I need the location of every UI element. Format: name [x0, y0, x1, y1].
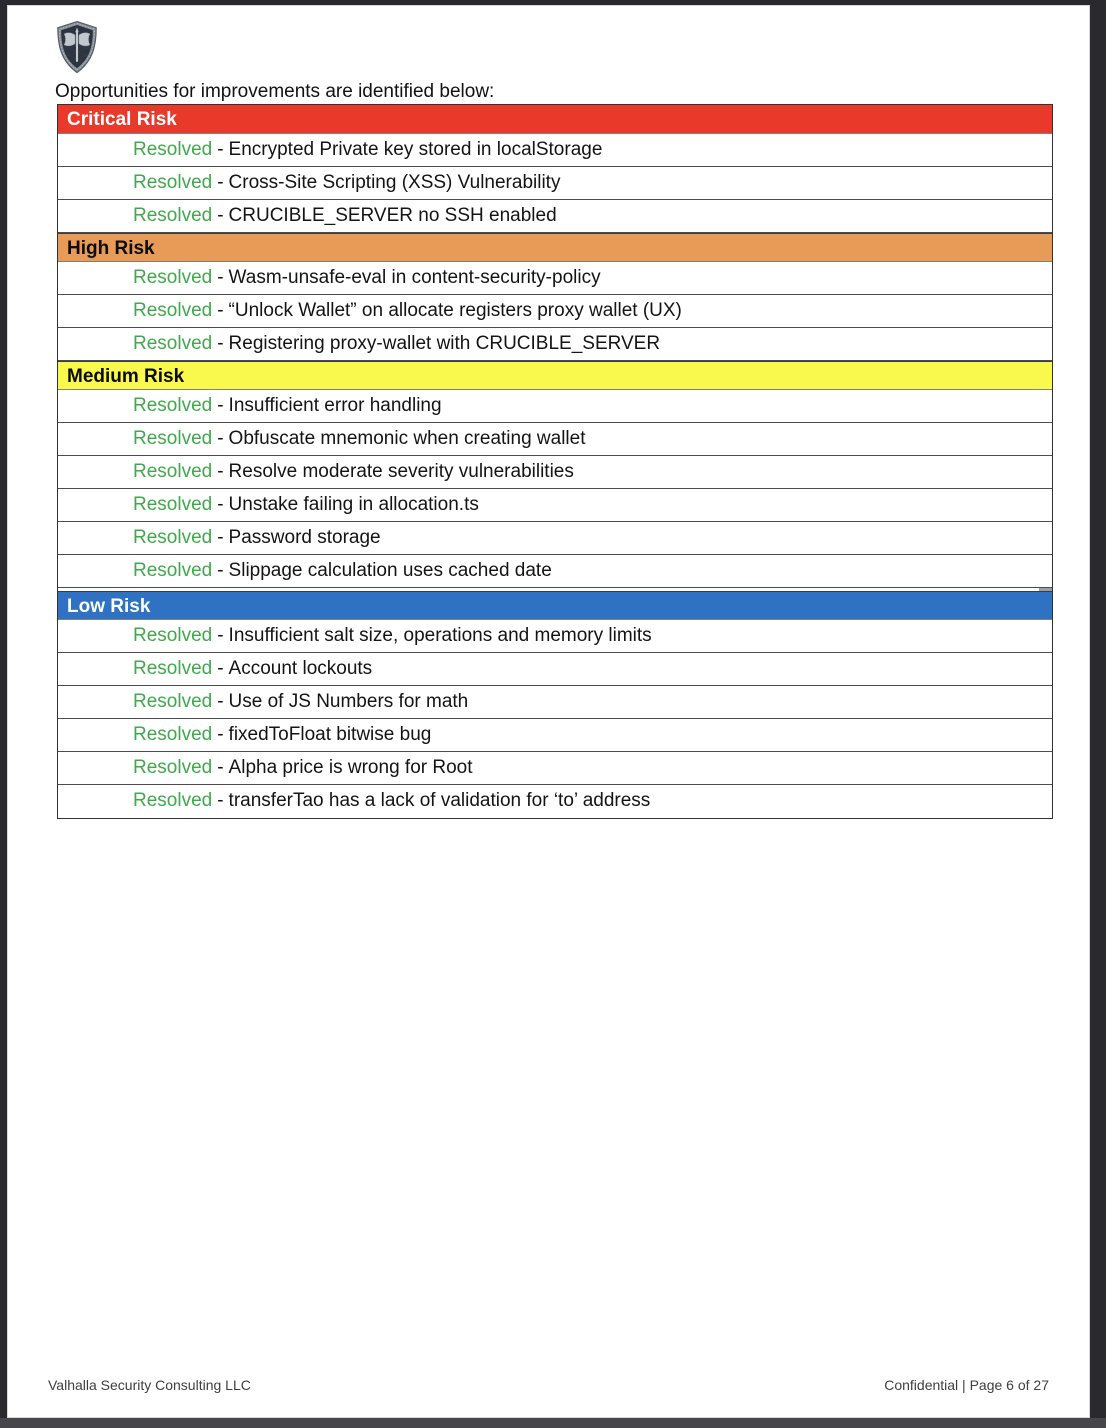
status-label: Resolved: [133, 757, 213, 778]
dash-separator: -: [217, 658, 224, 679]
dash-separator: -: [217, 205, 224, 226]
table-section-gap: [58, 588, 1052, 591]
risk-row: [58, 295, 1052, 328]
risk-description: CRUCIBLE_SERVER no SSH enabled: [228, 205, 557, 226]
risk-description: Insufficient salt size, operations and memory limits: [228, 625, 652, 646]
status-label: Resolved: [133, 267, 213, 288]
risk-row: [58, 456, 1052, 489]
dash-separator: -: [217, 527, 224, 548]
status-label: Resolved: [133, 658, 213, 679]
risk-row: [58, 167, 1052, 200]
risk-row: [58, 785, 1052, 818]
dash-separator: -: [217, 790, 224, 811]
section-header-medium: Medium Risk: [58, 361, 1052, 390]
intro-text: Opportunities for improvements are identified below:: [55, 81, 495, 102]
risk-description: Encrypted Private key stored in localStorage: [228, 139, 603, 160]
dash-separator: -: [217, 267, 224, 288]
risk-row: [58, 390, 1052, 423]
dash-separator: -: [217, 724, 224, 745]
dash-separator: -: [217, 625, 224, 646]
status-label: Resolved: [133, 724, 213, 745]
risk-row: [58, 555, 1052, 588]
risk-row: [58, 522, 1052, 555]
risk-description: Obfuscate mnemonic when creating wallet: [228, 428, 586, 449]
status-label: Resolved: [133, 691, 213, 712]
risk-description: Account lockouts: [228, 658, 373, 679]
risk-row: [58, 489, 1052, 522]
status-label: Resolved: [133, 333, 213, 354]
risk-description: Use of JS Numbers for math: [228, 691, 469, 712]
risk-description: Slippage calculation uses cached date: [228, 560, 552, 581]
risk-row: [58, 620, 1052, 653]
dash-separator: -: [217, 300, 224, 321]
risk-description: Cross-Site Scripting (XSS) Vulnerability: [228, 172, 561, 193]
risk-table: [57, 104, 1053, 819]
risk-description: Unstake failing in allocation.ts: [228, 494, 479, 515]
section-header-high: High Risk: [58, 233, 1052, 262]
footer-company: Valhalla Security Consulting LLC: [48, 1377, 251, 1393]
risk-row: [58, 719, 1052, 752]
section-header-low: Low Risk: [58, 591, 1052, 620]
valhalla-shield-logo: [53, 20, 101, 75]
dash-separator: -: [217, 691, 224, 712]
status-label: Resolved: [133, 560, 213, 581]
dash-separator: -: [217, 494, 224, 515]
dash-separator: -: [217, 172, 224, 193]
status-label: Resolved: [133, 461, 213, 482]
dash-separator: -: [217, 139, 224, 160]
risk-row: [58, 653, 1052, 686]
status-label: Resolved: [133, 625, 213, 646]
risk-description: “Unlock Wallet” on allocate registers proxy wallet (UX): [228, 300, 682, 321]
risk-description: Wasm-unsafe-eval in content-security-policy: [228, 267, 601, 288]
gap-notch: [1039, 588, 1052, 591]
risk-row: [58, 200, 1052, 233]
document-page: [7, 5, 1090, 1418]
status-label: Resolved: [133, 205, 213, 226]
risk-row: [58, 262, 1052, 295]
status-label: Resolved: [133, 395, 213, 416]
risk-row: [58, 328, 1052, 361]
viewer-bottom-strip: [0, 1418, 1106, 1428]
status-label: Resolved: [133, 527, 213, 548]
dash-separator: -: [217, 461, 224, 482]
risk-description: Alpha price is wrong for Root: [228, 757, 473, 778]
risk-row: [58, 134, 1052, 167]
risk-description: Registering proxy-wallet with CRUCIBLE_SERVER: [228, 333, 661, 354]
risk-row: [58, 752, 1052, 785]
section-header-critical: Critical Risk: [58, 105, 1052, 134]
dash-separator: -: [217, 395, 224, 416]
risk-row: [58, 686, 1052, 719]
risk-description: Password storage: [228, 527, 381, 548]
dash-separator: -: [217, 333, 224, 354]
status-label: Resolved: [133, 300, 213, 321]
risk-description: transferTao has a lack of validation for ‘to’ address: [228, 790, 651, 811]
risk-description: Resolve moderate severity vulnerabilities: [228, 461, 574, 482]
risk-description: fixedToFloat bitwise bug: [228, 724, 432, 745]
risk-description: Insufficient error handling: [228, 395, 442, 416]
status-label: Resolved: [133, 790, 213, 811]
dash-separator: -: [217, 757, 224, 778]
risk-row: [58, 423, 1052, 456]
status-label: Resolved: [133, 428, 213, 449]
dash-separator: -: [217, 428, 224, 449]
status-label: Resolved: [133, 494, 213, 515]
status-label: Resolved: [133, 139, 213, 160]
dash-separator: -: [217, 560, 224, 581]
status-label: Resolved: [133, 172, 213, 193]
footer-page-number: Confidential | Page 6 of 27: [884, 1377, 1049, 1393]
